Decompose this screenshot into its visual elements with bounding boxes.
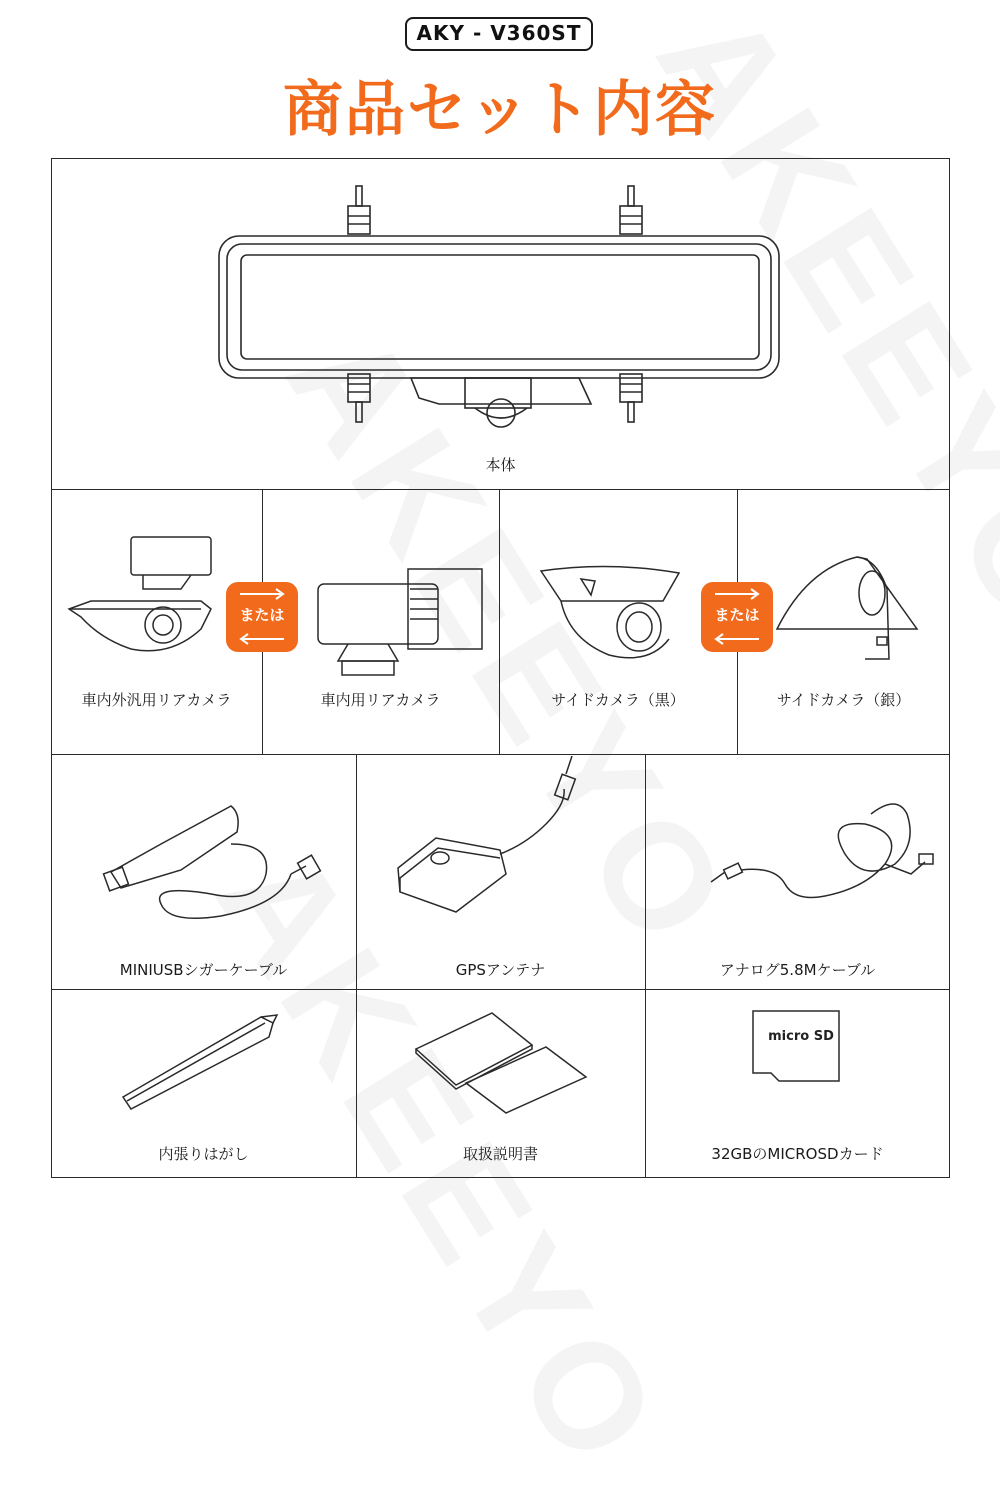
page-title: 商品セット内容 bbox=[283, 75, 717, 145]
rear-camera-indoor-illustration bbox=[262, 489, 499, 754]
side-cam-silver-label: サイドカメラ（銀） bbox=[776, 691, 911, 709]
item-pry-tool bbox=[51, 989, 356, 1178]
item-analog-cable bbox=[645, 754, 950, 989]
item-sd-card bbox=[645, 989, 950, 1178]
item-manual bbox=[356, 989, 645, 1178]
contents-grid bbox=[51, 158, 950, 1178]
item-gps bbox=[356, 754, 645, 989]
usb-cable-label: MINIUSBシガーケーブル bbox=[119, 961, 288, 979]
sd-card-label: 32GBのMICROSDカード bbox=[711, 1145, 884, 1163]
rear-cam-indoor-label: 車内用リアカメラ bbox=[320, 691, 441, 709]
mirror-monitor-illustration bbox=[51, 158, 950, 489]
or-badge-text: または bbox=[714, 606, 760, 624]
model-badge: AKY - V360ST bbox=[405, 17, 593, 51]
rear-cam-outdoor-label: 車内外汎用リアカメラ bbox=[81, 691, 232, 709]
item-side-cam-silver bbox=[737, 489, 950, 754]
side-cam-black-label: サイドカメラ（黒） bbox=[551, 691, 685, 709]
item-usb-cable bbox=[51, 754, 356, 989]
gps-antenna-illustration bbox=[356, 754, 645, 989]
main-unit-label: 本体 bbox=[485, 456, 516, 474]
pry-tool-label: 内張りはがし bbox=[158, 1145, 249, 1163]
item-main-unit bbox=[51, 158, 950, 489]
gps-label: GPSアンテナ bbox=[455, 961, 546, 979]
usb-cigar-cable-illustration bbox=[51, 754, 356, 989]
or-badge-text: または bbox=[239, 606, 285, 624]
sd-logo: micro SD bbox=[768, 1029, 834, 1044]
analog-cable-label: アナログ5.8Mケーブル bbox=[719, 961, 876, 979]
manual-label: 取扱説明書 bbox=[462, 1145, 538, 1163]
item-rear-cam-indoor bbox=[262, 489, 499, 754]
analog-cable-illustration bbox=[645, 754, 950, 989]
side-camera-silver-illustration bbox=[737, 489, 950, 754]
